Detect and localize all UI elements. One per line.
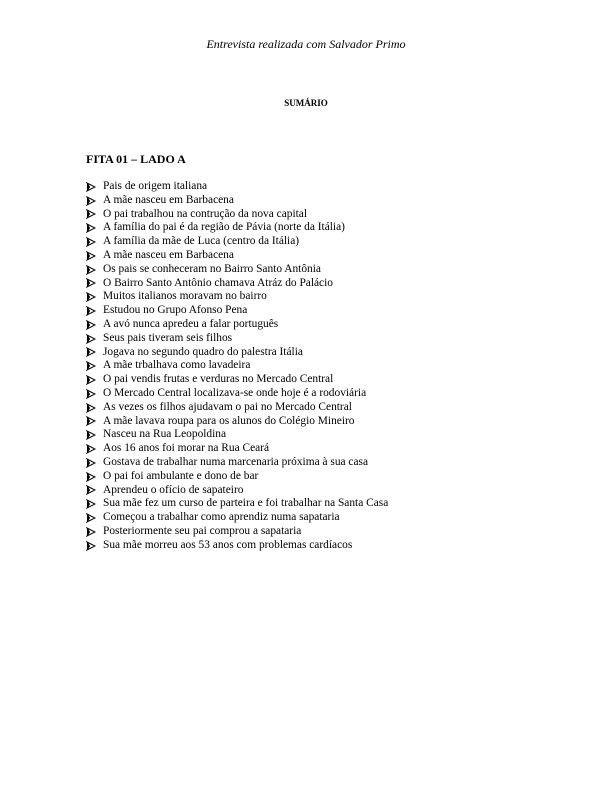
list-item-text: Aprendeu o ofício de sapateiro	[103, 483, 244, 496]
list-item-text: Posteriormente seu pai comprou a sapataria	[103, 524, 302, 537]
arrow-bullet-icon	[86, 334, 103, 344]
list-item-text: A família da mãe de Luca (centro da Itália)	[103, 235, 300, 248]
list-item	[86, 484, 388, 498]
arrow-bullet-icon	[86, 513, 103, 523]
arrow-bullet-icon	[86, 458, 103, 468]
list-item-text: A mãe lavava roupa para os alunos do Colégio Mineiro	[103, 414, 355, 427]
arrow-bullet-icon	[86, 430, 103, 440]
arrow-bullet-icon	[86, 251, 103, 261]
list-item	[86, 401, 388, 415]
arrow-bullet-icon	[86, 223, 103, 233]
list-item	[86, 249, 388, 263]
arrow-bullet-icon	[86, 361, 103, 371]
arrow-bullet-icon	[86, 485, 103, 495]
arrow-bullet-icon	[86, 320, 103, 330]
summary-title: SUMÁRIO	[284, 98, 328, 108]
arrow-bullet-icon	[86, 444, 103, 454]
list-item	[86, 290, 388, 304]
list-item-text: A mãe nasceu em Barbacena	[103, 248, 234, 261]
arrow-bullet-icon	[86, 527, 103, 537]
list-item-text: Aos 16 anos foi morar na Rua Ceará	[103, 442, 270, 455]
list-item	[86, 235, 388, 249]
list-item	[86, 511, 388, 525]
arrow-bullet-icon	[86, 499, 103, 509]
list-item-text: Sua mãe morreu aos 53 anos com problemas cardíacos	[103, 538, 353, 551]
list-item	[86, 304, 388, 318]
list-item	[86, 387, 388, 401]
list-item-text: Começou a trabalhar como aprendiz numa sapataria	[103, 511, 340, 524]
arrow-bullet-icon	[86, 196, 103, 206]
list-item	[86, 428, 388, 442]
list-item-text: Estudou no Grupo Afonso Pena	[103, 304, 248, 317]
list-item	[86, 194, 388, 208]
list-item-text: A família do pai é da região de Pávia (norte da Itália)	[103, 221, 345, 234]
page-header: Entrevista realizada com Salvador Primo	[206, 37, 406, 51]
list-item	[86, 277, 388, 291]
topic-list	[86, 180, 388, 553]
arrow-bullet-icon	[86, 265, 103, 275]
list-item	[86, 373, 388, 387]
list-item	[86, 346, 388, 360]
arrow-bullet-icon	[86, 375, 103, 385]
arrow-bullet-icon	[86, 541, 103, 551]
list-item-text: Pais de origem italiana	[103, 180, 208, 192]
list-item	[86, 332, 388, 346]
list-item	[86, 456, 388, 470]
list-item	[86, 208, 388, 222]
list-item-text: A mãe nasceu em Barbacena	[103, 193, 234, 206]
list-item-text: Gostava de trabalhar numa marcenaria próxima à sua casa	[103, 455, 369, 468]
list-item-text: A mãe trbalhava como lavadeira	[103, 359, 251, 372]
section-title: FITA 01 – LADO A	[86, 152, 186, 166]
list-item	[86, 497, 388, 511]
arrow-bullet-icon	[86, 403, 103, 413]
arrow-bullet-icon	[86, 389, 103, 399]
arrow-bullet-icon	[86, 209, 103, 219]
list-item-text: Seus pais tiveram seis filhos	[103, 331, 233, 344]
list-item	[86, 359, 388, 373]
arrow-bullet-icon	[86, 347, 103, 357]
list-item-text: As vezes os filhos ajudavam o pai no Mercado Central	[103, 400, 352, 413]
arrow-bullet-icon	[86, 306, 103, 316]
list-item	[86, 525, 388, 539]
list-item-text: A avó nunca apredeu a falar português	[103, 317, 279, 330]
list-item-text: O Bairro Santo Antônio chamava Atráz do Palácio	[103, 276, 333, 289]
list-item	[86, 318, 388, 332]
list-item-text: Os pais se conheceram no Bairro Santo Antônia	[103, 262, 321, 275]
list-item-text: O Mercado Central localizava-se onde hoje é a rodoviária	[103, 386, 367, 399]
list-item-text: Jogava no segundo quadro do palestra Itália	[103, 345, 303, 358]
list-item-text: Muitos italianos moravam no bairro	[103, 290, 267, 303]
arrow-bullet-icon	[86, 237, 103, 247]
list-item	[86, 415, 388, 429]
arrow-bullet-icon	[86, 292, 103, 302]
list-item	[86, 221, 388, 235]
list-item-text: O pai foi ambulante e dono de bar	[103, 469, 259, 482]
arrow-bullet-icon	[86, 416, 103, 426]
list-item-text: Sua mãe fez um curso de parteira e foi trabalhar na Santa Casa	[103, 497, 389, 510]
arrow-bullet-icon	[86, 472, 103, 482]
list-item-text: O pai trabalhou na contrução da nova capital	[103, 207, 307, 220]
list-item-text: O pai vendis frutas e verduras no Mercado Central	[103, 373, 334, 386]
arrow-bullet-icon	[86, 278, 103, 288]
list-item	[86, 539, 388, 553]
list-item	[86, 180, 388, 194]
arrow-bullet-icon	[86, 182, 103, 192]
list-item	[86, 470, 388, 484]
list-item	[86, 442, 388, 456]
list-item	[86, 263, 388, 277]
list-item-text: Nasceu na Rua Leopoldina	[103, 428, 227, 441]
